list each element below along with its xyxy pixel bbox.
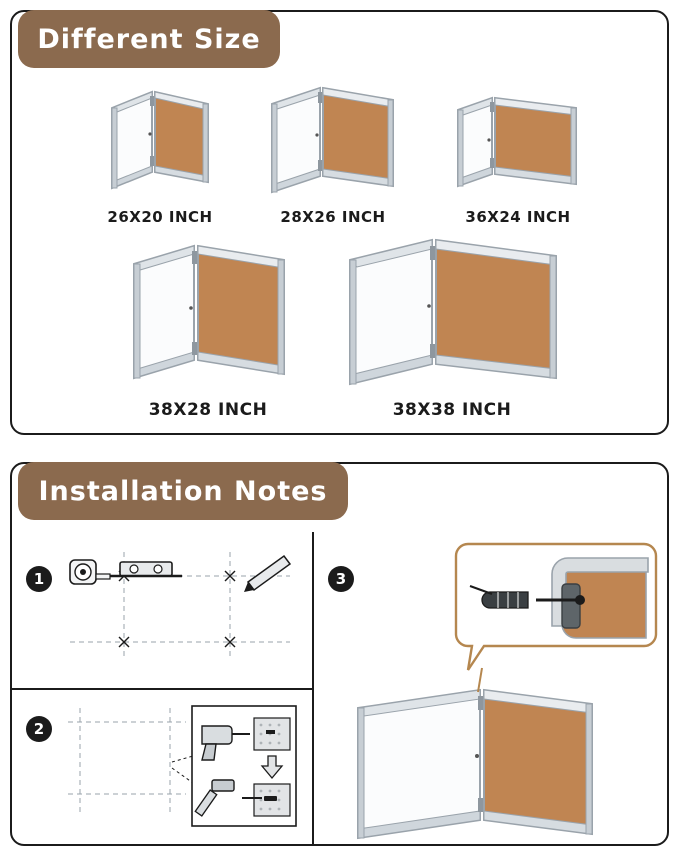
section-title-installation-notes: Installation Notes: [18, 462, 348, 520]
step-number-3: 3: [328, 566, 354, 592]
section-title-different-size: Different Size: [18, 10, 280, 68]
panel-divider-vertical: [312, 532, 314, 844]
board-illustration-36x24: [448, 86, 588, 232]
magnifier-callout: [456, 544, 656, 670]
board-size-label: 38X28 INCH: [148, 400, 268, 420]
tape-measure-icon: [70, 560, 110, 584]
board-illustration-38x28: [118, 238, 298, 418]
board-size-label: 26X20 INCH: [107, 208, 213, 226]
step-number-2: 2: [26, 716, 52, 742]
board-size-label: 36X24 INCH: [465, 208, 571, 226]
board-illustration-28x26: [258, 80, 408, 232]
board-art-38x28: [118, 238, 298, 388]
spirit-level-icon: [110, 562, 182, 576]
board-size-label: 38X38 INCH: [392, 400, 512, 420]
board-art-28x26: [258, 80, 408, 198]
step-2-illustration: [62, 702, 302, 830]
step-number-1: 1: [26, 566, 52, 592]
board-art-26x20: [100, 82, 220, 197]
board-illustration-38x38: [332, 232, 572, 418]
pencil-icon: [244, 556, 290, 592]
board-art-38x38: [332, 232, 572, 392]
step-3-illustration: [330, 540, 660, 840]
wall-anchor-icon: [254, 718, 290, 750]
step-1-illustration: [62, 548, 302, 668]
board-illustration-26x20: [100, 82, 220, 232]
panel-divider-horizontal: [12, 688, 312, 690]
board-size-label: 28X26 INCH: [280, 208, 386, 226]
mounted-board-icon: [358, 690, 592, 838]
board-art-36x24: [448, 86, 588, 196]
